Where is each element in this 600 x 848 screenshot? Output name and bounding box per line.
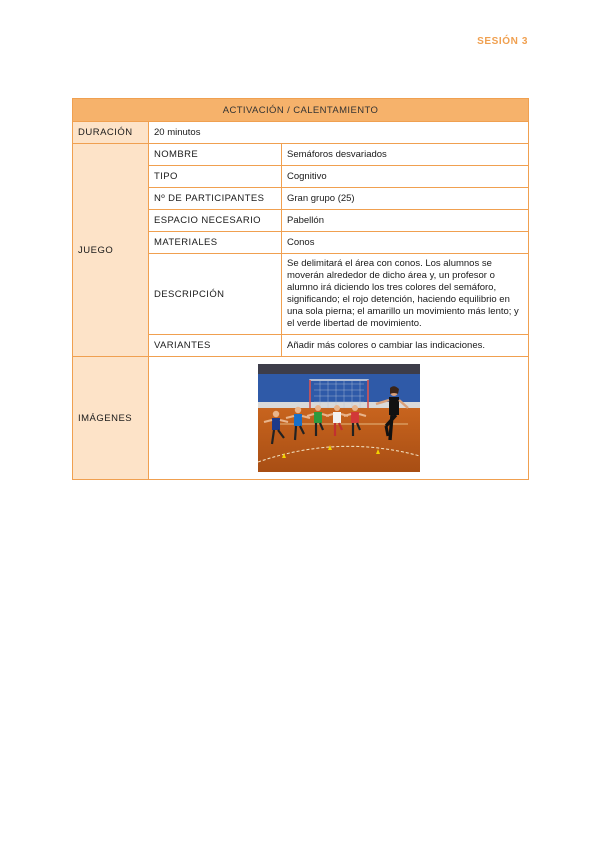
duration-value: 20 minutos	[149, 122, 529, 144]
field-label: VARIANTES	[149, 335, 282, 357]
images-cell	[149, 357, 529, 480]
table-title: ACTIVACIÓN / CALENTAMIENTO	[73, 99, 529, 122]
session-label: SESIÓN 3	[477, 36, 528, 47]
field-label: ESPACIO NECESARIO	[149, 210, 282, 232]
field-label: NOMBRE	[149, 144, 282, 166]
table-header-row	[73, 99, 529, 122]
field-label: DESCRIPCIÓN	[149, 254, 282, 335]
field-row-nombre	[73, 144, 529, 166]
field-value: Pabellón	[282, 210, 529, 232]
duration-row	[73, 122, 529, 144]
field-value: Conos	[282, 232, 529, 254]
field-label: Nº DE PARTICIPANTES	[149, 188, 282, 210]
field-value: Gran grupo (25)	[282, 188, 529, 210]
field-label: TIPO	[149, 166, 282, 188]
activity-table	[72, 98, 529, 480]
field-value: Cognitivo	[282, 166, 529, 188]
gym-photo	[258, 364, 420, 472]
field-value: Se delimitará el área con conos. Los alumnos se moverán alrededor de dicho área y, un profesor o alumno irá diciendo los tres colores del semáforo, significando; el rojo detención, haciendo equilibrio en una sola pierna; el amarillo un movimiento más lento; y el verde libertad de movimiento.	[282, 254, 529, 335]
field-value: Semáforos desvariados	[282, 144, 529, 166]
images-row	[73, 357, 529, 480]
duration-label: DURACIÓN	[73, 122, 149, 144]
field-label: MATERIALES	[149, 232, 282, 254]
juego-label: JUEGO	[73, 144, 149, 357]
gym-ceiling	[258, 364, 420, 374]
field-value: Añadir más colores o cambiar las indicaciones.	[282, 335, 529, 357]
images-label: IMÁGENES	[73, 357, 149, 480]
